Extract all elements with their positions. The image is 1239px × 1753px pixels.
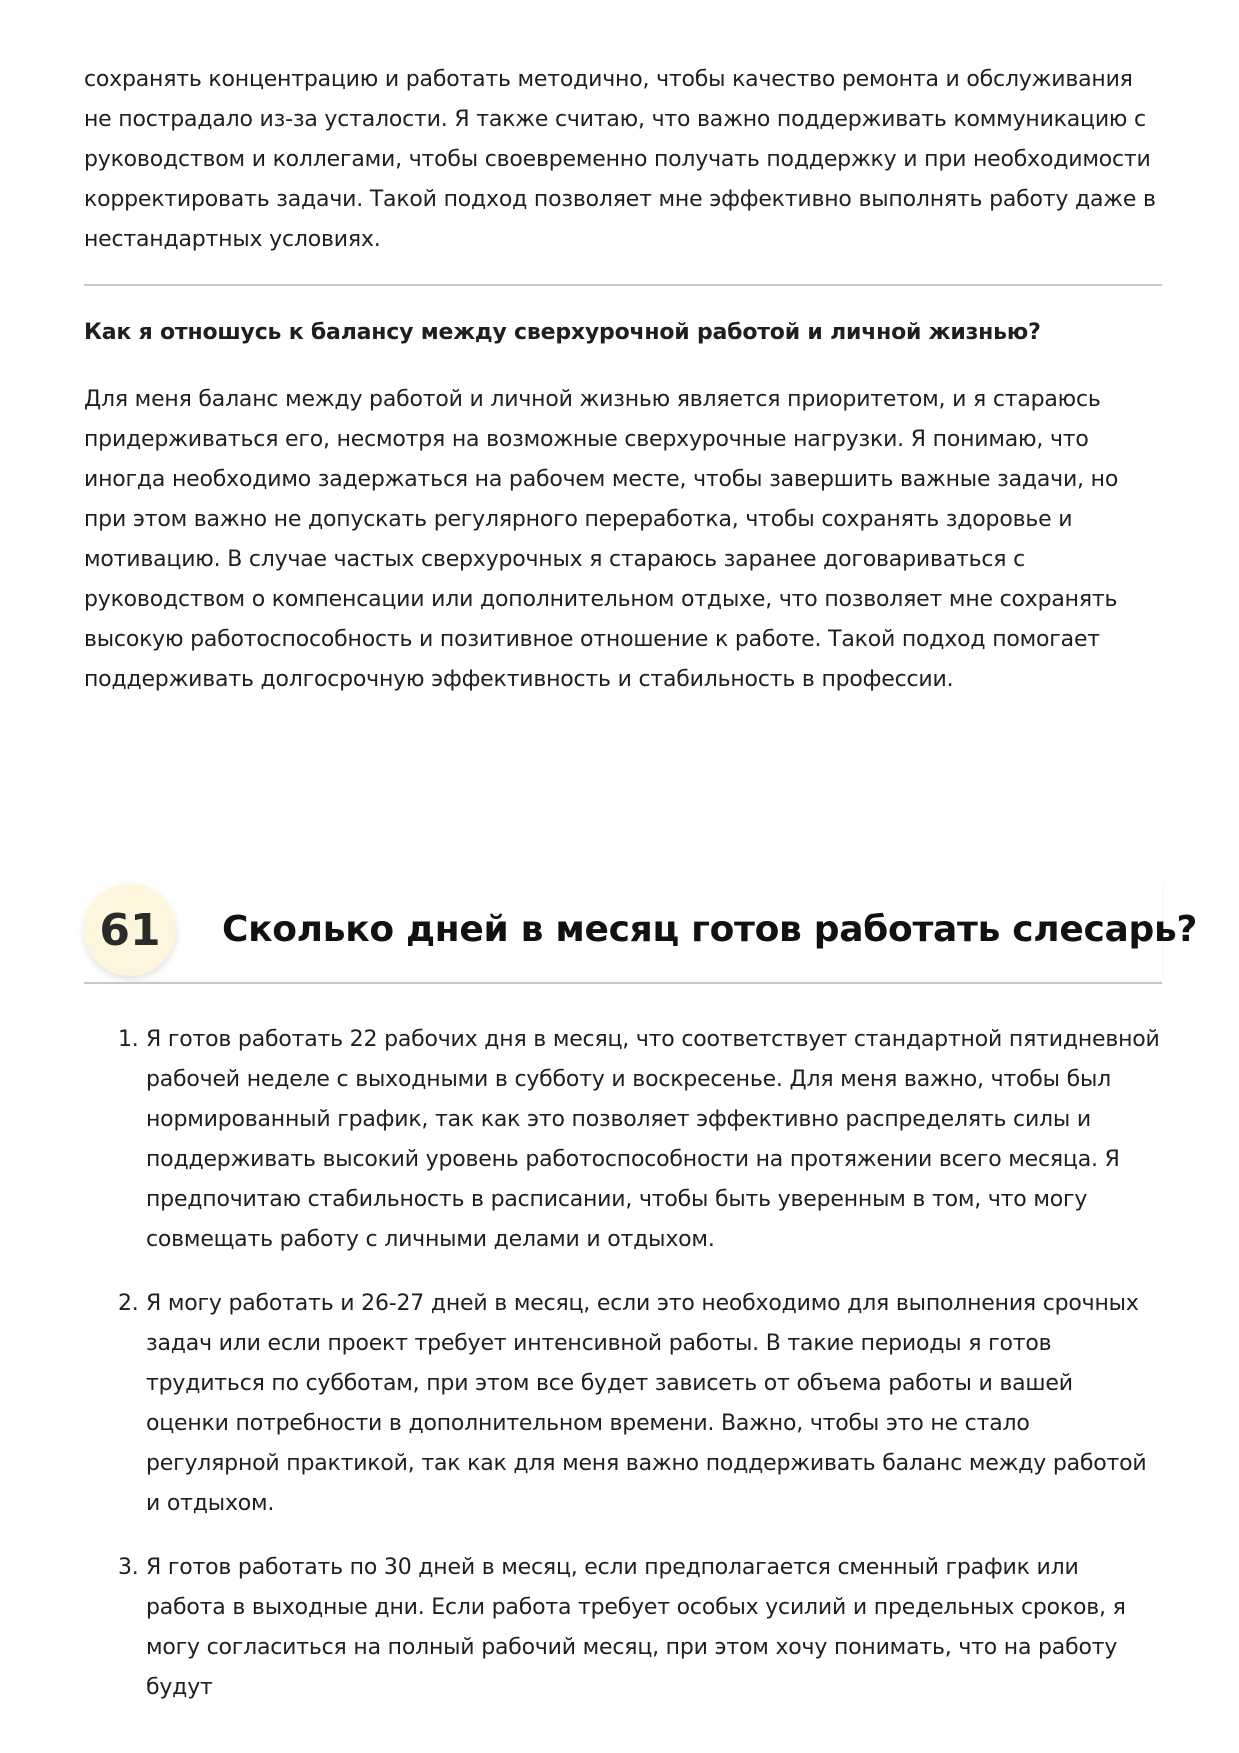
list-item-number: 3.	[118, 1555, 139, 1580]
section-title: Сколько дней в месяц готов работать слесарь?	[222, 909, 1198, 950]
list-item	[84, 1284, 1162, 1524]
answer-paragraph: Для меня баланс между работой и личной жизнью является приоритетом, и я стараюсь придерживаться его, несмотря на возможные сверхурочные нагрузки. Я понимаю, что иногда необходимо задержаться на рабочем месте, чтобы завершить важные задачи, но при этом важно не допускать регулярного переработка, чтобы сохранять здоровье и мотивацию. В случае частых сверхурочных я стараюсь заранее договариваться с руководством о компенсации или дополнительном отдыхе, что позволяет мне сохранять высокую работоспособность и позитивное отношение к работе. Такой подход помогает поддерживать долгосрочную эффективность и стабильность в профессии.	[84, 387, 1119, 692]
answers-list	[84, 1020, 1162, 1732]
section-number-badge: 61	[84, 884, 176, 976]
list-item-text: Я могу работать и 26-27 дней в месяц, если это необходимо для выполнения срочных задач или если проект требует интенсивной работы. В такие периоды я готов трудиться по субботам, при этом все будет зависеть от объема работы и вашей оценки потребности в дополнительном времени. Важно, чтобы это не стало регулярной практикой, так как для меня важно поддерживать баланс между работой и отдыхом.	[146, 1291, 1147, 1516]
list-item-number: 2.	[118, 1291, 139, 1316]
list-item-text: Я готов работать по 30 дней в месяц, если предполагается сменный график или работа в выходные дни. Если работа требует особых усилий и предельных сроков, я могу согласиться на полный рабочий месяц, при этом хочу понимать, что на работу будут	[146, 1555, 1126, 1700]
intro-paragraph: сохранять концентрацию и работать методично, чтобы качество ремонта и обслуживания не пострадало из-за усталости. Я также считаю, что важно поддерживать коммуникацию с руководством и коллегами, чтобы своевременно получать поддержку и при необходимости корректировать задачи. Такой подход позволяет мне эффективно выполнять работу даже в нестандартных условиях.	[84, 67, 1156, 252]
section-header	[84, 880, 1198, 980]
list-item	[84, 1548, 1162, 1708]
question-heading: Как я отношусь к балансу между сверхурочной работой и личной жизнью?	[84, 320, 1041, 345]
list-item-text: Я готов работать 22 рабочих дня в месяц, что соответствует стандартной пятидневной рабочей неделе с выходными в субботу и воскресенье. Для меня важно, чтобы был нормированный график, так как это позволяет эффективно распределять силы и поддерживать высокий уровень работоспособности на протяжении всего месяца. Я предпочитаю стабильность в расписании, чтобы быть уверенным в том, что могу совмещать работу с личными делами и отдыхом.	[146, 1027, 1160, 1252]
section-divider	[84, 284, 1162, 286]
list-item	[84, 1020, 1162, 1260]
section-header-divider	[84, 982, 1162, 984]
list-item-number: 1.	[118, 1027, 139, 1052]
